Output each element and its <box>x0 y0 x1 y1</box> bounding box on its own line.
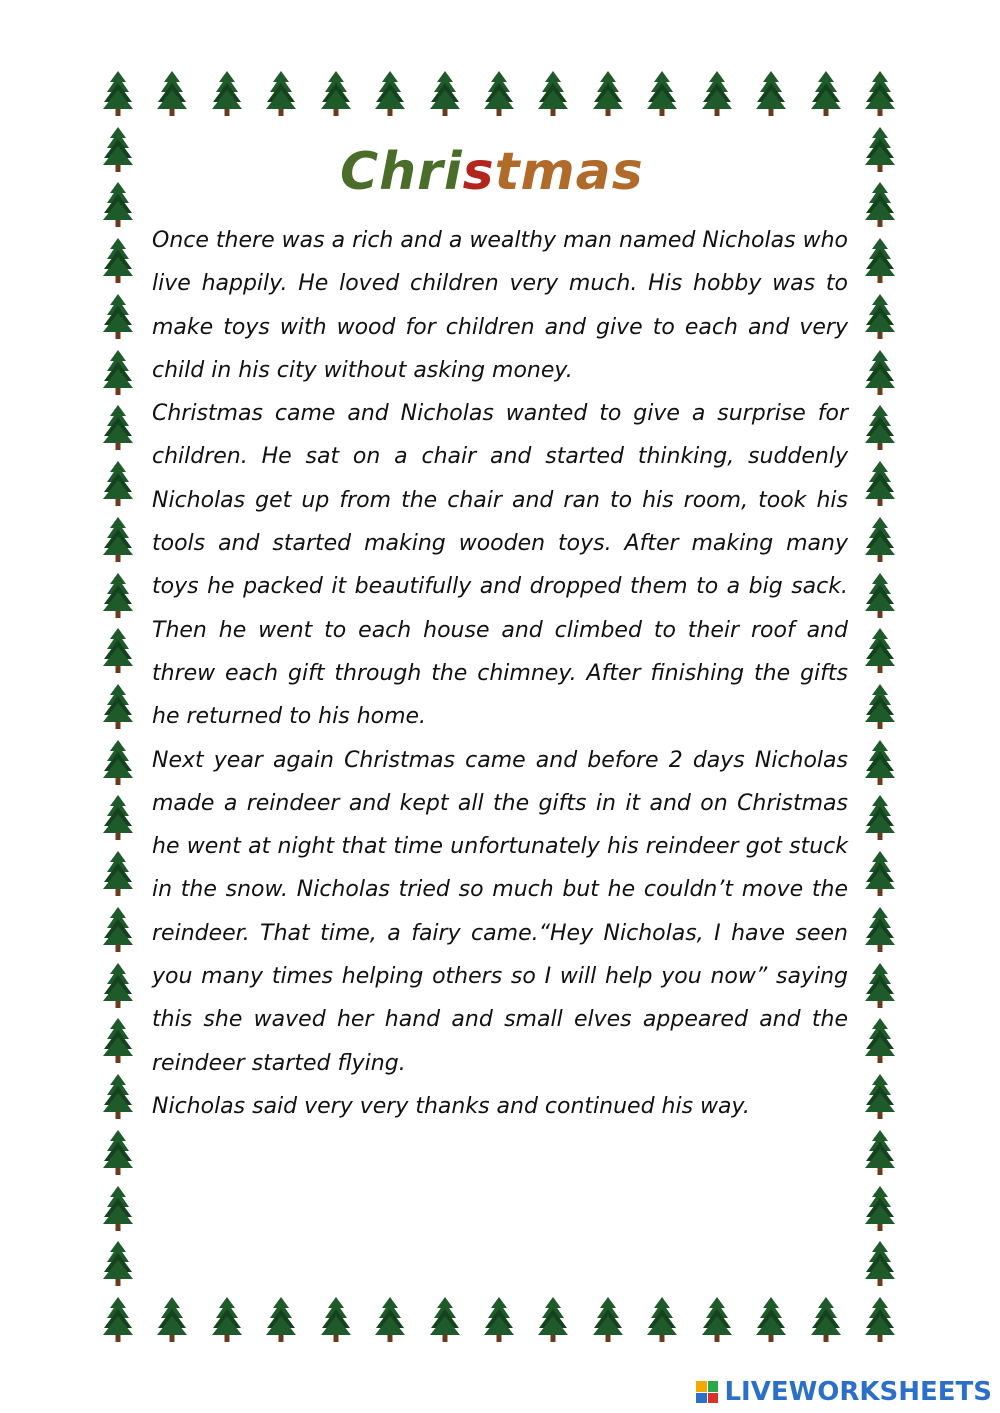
story-paragraph-1: Once there was a rich and a wealthy man named Nicholas who live happily. He loved children very much. His hobby was to make toys with wood for children and give to each and very child in his city without asking money. <box>152 228 848 383</box>
christmas-tree-icon <box>321 1296 351 1342</box>
christmas-tree-icon <box>103 739 133 785</box>
story-text <box>152 219 848 1128</box>
christmas-tree-icon <box>103 349 133 395</box>
story-paragraph-4: Nicholas said very very thanks and continued his way. <box>152 1093 750 1119</box>
christmas-tree-icon <box>266 70 296 116</box>
christmas-tree-icon <box>103 850 133 896</box>
christmas-tree-icon <box>103 1129 133 1175</box>
christmas-tree-icon <box>103 181 133 227</box>
christmas-tree-icon <box>865 293 895 339</box>
christmas-tree-icon <box>756 1296 786 1342</box>
liveworksheets-logo-icon <box>696 1381 718 1403</box>
title-part-1: Chri <box>340 142 463 202</box>
christmas-tree-icon <box>702 1296 732 1342</box>
christmas-tree-icon <box>157 70 187 116</box>
christmas-tree-icon <box>103 404 133 450</box>
christmas-tree-icon <box>212 70 242 116</box>
christmas-tree-icon <box>538 70 568 116</box>
christmas-tree-icon <box>321 70 351 116</box>
christmas-tree-icon <box>103 1185 133 1231</box>
christmas-tree-icon <box>103 1017 133 1063</box>
christmas-tree-icon <box>865 683 895 729</box>
christmas-tree-icon <box>375 70 405 116</box>
liveworksheets-brand <box>696 1377 992 1407</box>
christmas-tree-icon <box>593 1296 623 1342</box>
story-paragraph-3: Next year again Christmas came and before 2 days Nicholas made a reindeer and kept all the gifts in it and on Christmas he went at night that time unfortunately his reindeer got stuck in the snow. Nicholas tried so much but he couldn’t move the reindeer. That time, a fairy came.“Hey Nicholas, I have seen you many times helping others so I will help you now” saying this she waved her hand and small elves appeared and the reindeer started flying. <box>152 747 848 1076</box>
christmas-tree-icon <box>375 1296 405 1342</box>
christmas-tree-icon <box>484 1296 514 1342</box>
christmas-tree-icon <box>865 850 895 896</box>
christmas-tree-icon <box>865 126 895 172</box>
christmas-tree-icon <box>865 572 895 618</box>
christmas-tree-icon <box>103 70 133 116</box>
christmas-tree-icon <box>865 1240 895 1286</box>
christmas-tree-icon <box>865 906 895 952</box>
christmas-tree-icon <box>103 572 133 618</box>
christmas-tree-icon <box>266 1296 296 1342</box>
christmas-tree-icon <box>865 1296 895 1342</box>
christmas-tree-icon <box>103 1296 133 1342</box>
christmas-tree-icon <box>865 1017 895 1063</box>
christmas-tree-icon <box>811 70 841 116</box>
christmas-tree-icon <box>103 683 133 729</box>
story-paragraph-2: Christmas came and Nicholas wanted to give a surprise for children. He sat on a chair and started thinking, suddenly Nicholas get up from the chair and ran to his room, took his tools and started making wooden toys. After making many toys he packed it beautifully and dropped them to a big sack. Then he went to each house and climbed to their roof and threw each gift through the chimney. After finishing the gifts he returned to his home. <box>152 401 848 730</box>
christmas-tree-icon <box>103 460 133 506</box>
christmas-tree-icon <box>865 349 895 395</box>
title-part-2: s <box>462 142 495 202</box>
christmas-tree-icon <box>647 1296 677 1342</box>
christmas-tree-icon <box>103 906 133 952</box>
christmas-tree-icon <box>103 1240 133 1286</box>
christmas-tree-icon <box>157 1296 187 1342</box>
christmas-tree-icon <box>865 237 895 283</box>
christmas-tree-icon <box>647 70 677 116</box>
christmas-tree-icon <box>756 70 786 116</box>
christmas-tree-icon <box>430 1296 460 1342</box>
christmas-tree-icon <box>103 794 133 840</box>
christmas-tree-icon <box>865 627 895 673</box>
christmas-tree-icon <box>538 1296 568 1342</box>
christmas-tree-icon <box>103 1073 133 1119</box>
christmas-tree-icon <box>212 1296 242 1342</box>
christmas-tree-icon <box>865 404 895 450</box>
christmas-tree-icon <box>865 1185 895 1231</box>
brand-text: LIVEWORKSHEETS <box>724 1377 992 1407</box>
christmas-tree-icon <box>865 1073 895 1119</box>
christmas-tree-icon <box>865 181 895 227</box>
christmas-tree-icon <box>865 70 895 116</box>
title-part-3: tmas <box>494 142 644 202</box>
christmas-tree-icon <box>865 794 895 840</box>
christmas-tree-icon <box>702 70 732 116</box>
christmas-tree-icon <box>865 962 895 1008</box>
christmas-tree-icon <box>103 516 133 562</box>
christmas-tree-icon <box>484 70 514 116</box>
christmas-tree-icon <box>103 293 133 339</box>
christmas-tree-icon <box>103 627 133 673</box>
page-title <box>340 140 644 204</box>
christmas-tree-icon <box>865 739 895 785</box>
christmas-tree-icon <box>865 516 895 562</box>
christmas-tree-icon <box>811 1296 841 1342</box>
christmas-tree-icon <box>103 962 133 1008</box>
christmas-tree-icon <box>865 460 895 506</box>
christmas-tree-icon <box>430 70 460 116</box>
christmas-tree-icon <box>593 70 623 116</box>
christmas-tree-icon <box>103 126 133 172</box>
christmas-tree-icon <box>103 237 133 283</box>
christmas-tree-icon <box>865 1129 895 1175</box>
